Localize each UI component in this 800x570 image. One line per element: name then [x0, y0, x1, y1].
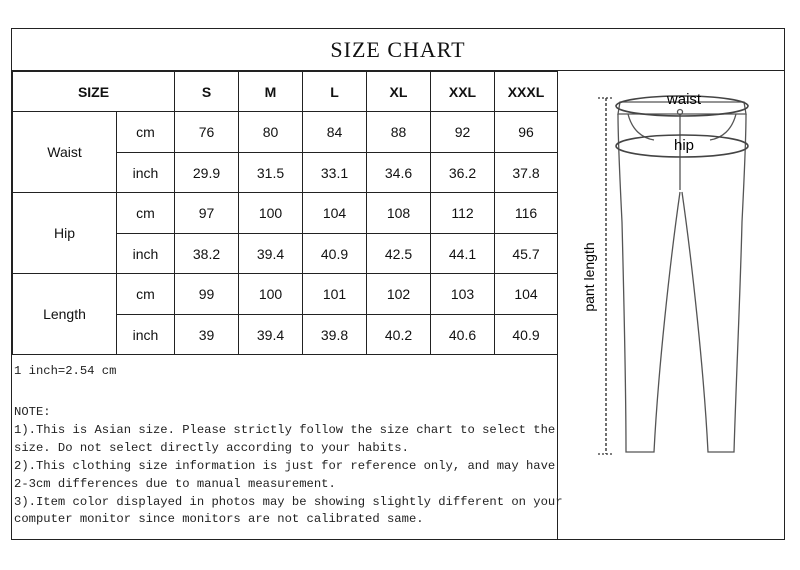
table-row	[13, 193, 558, 234]
table-cell: 39.8	[303, 315, 367, 355]
pant-length-measure	[598, 98, 614, 454]
note-line: 3).Item color displayed in photos may be showing slightly different on your	[14, 494, 563, 509]
table-cell: 45.7	[495, 234, 558, 274]
table-row	[13, 274, 558, 315]
table-cell: 112	[431, 193, 495, 234]
table-cell: 40.2	[367, 315, 431, 355]
table-cell: 39.4	[239, 315, 303, 355]
table-cell: 40.9	[495, 315, 558, 355]
table-cell: 88	[367, 112, 431, 153]
unit-cm: cm	[117, 274, 175, 315]
table-cell: 36.2	[431, 153, 495, 193]
size-s: S	[175, 72, 239, 112]
table-cell: 40.6	[431, 315, 495, 355]
table-cell: 84	[303, 112, 367, 153]
row-label-length: Length	[13, 274, 117, 355]
pants-diagram	[558, 72, 783, 538]
note-line: 2).This clothing size information is just for reference only, and may have	[14, 458, 556, 473]
unit-inch: inch	[117, 234, 175, 274]
table-cell: 104	[495, 274, 558, 315]
table-cell: 100	[239, 274, 303, 315]
note-line: size. Do not select directly according to your habits.	[14, 440, 409, 455]
chart-title: SIZE CHART	[12, 29, 784, 71]
table-cell: 99	[175, 274, 239, 315]
waist-label: waist	[666, 91, 702, 108]
size-header-cell: SIZE	[13, 72, 175, 112]
size-header-row	[13, 72, 558, 112]
table-cell: 80	[239, 112, 303, 153]
row-label-waist: Waist	[13, 112, 117, 193]
table-cell: 76	[175, 112, 239, 153]
size-xl: XL	[367, 72, 431, 112]
unit-cm: cm	[117, 112, 175, 153]
table-cell: 29.9	[175, 153, 239, 193]
note-line: 2-3cm differences due to manual measurement.	[14, 476, 336, 491]
table-cell: 31.5	[239, 153, 303, 193]
table-cell: 103	[431, 274, 495, 315]
size-xxl: XXL	[431, 72, 495, 112]
note-line: computer monitor since monitors are not calibrated same.	[14, 512, 424, 527]
table-row	[13, 112, 558, 153]
table-cell: 100	[239, 193, 303, 234]
table-cell: 37.8	[495, 153, 558, 193]
row-label-hip: Hip	[13, 193, 117, 274]
table-cell: 34.6	[367, 153, 431, 193]
table-cell: 42.5	[367, 234, 431, 274]
table-cell: 38.2	[175, 234, 239, 274]
hip-label: hip	[673, 137, 695, 154]
unit-cm: cm	[117, 193, 175, 234]
note-heading: NOTE:	[14, 405, 51, 419]
table-cell: 92	[431, 112, 495, 153]
size-table	[12, 71, 558, 355]
notes	[14, 404, 563, 529]
table-cell: 44.1	[431, 234, 495, 274]
table-cell: 39.4	[239, 234, 303, 274]
pant-length-label: pant length	[581, 242, 597, 312]
table-cell: 39	[175, 315, 239, 355]
table-cell: 97	[175, 193, 239, 234]
unit-inch: inch	[117, 153, 175, 193]
size-m: M	[239, 72, 303, 112]
note-line: 1).This is Asian size. Please strictly follow the size chart to select the	[14, 422, 556, 437]
size-xxxl: XXXL	[495, 72, 558, 112]
table-cell: 96	[495, 112, 558, 153]
table-cell: 40.9	[303, 234, 367, 274]
table-cell: 108	[367, 193, 431, 234]
size-l: L	[303, 72, 367, 112]
conversion-note: 1 inch=2.54 cm	[14, 364, 117, 378]
unit-inch: inch	[117, 315, 175, 355]
table-cell: 104	[303, 193, 367, 234]
table-cell: 102	[367, 274, 431, 315]
table-cell: 33.1	[303, 153, 367, 193]
table-cell: 116	[495, 193, 558, 234]
table-cell: 101	[303, 274, 367, 315]
